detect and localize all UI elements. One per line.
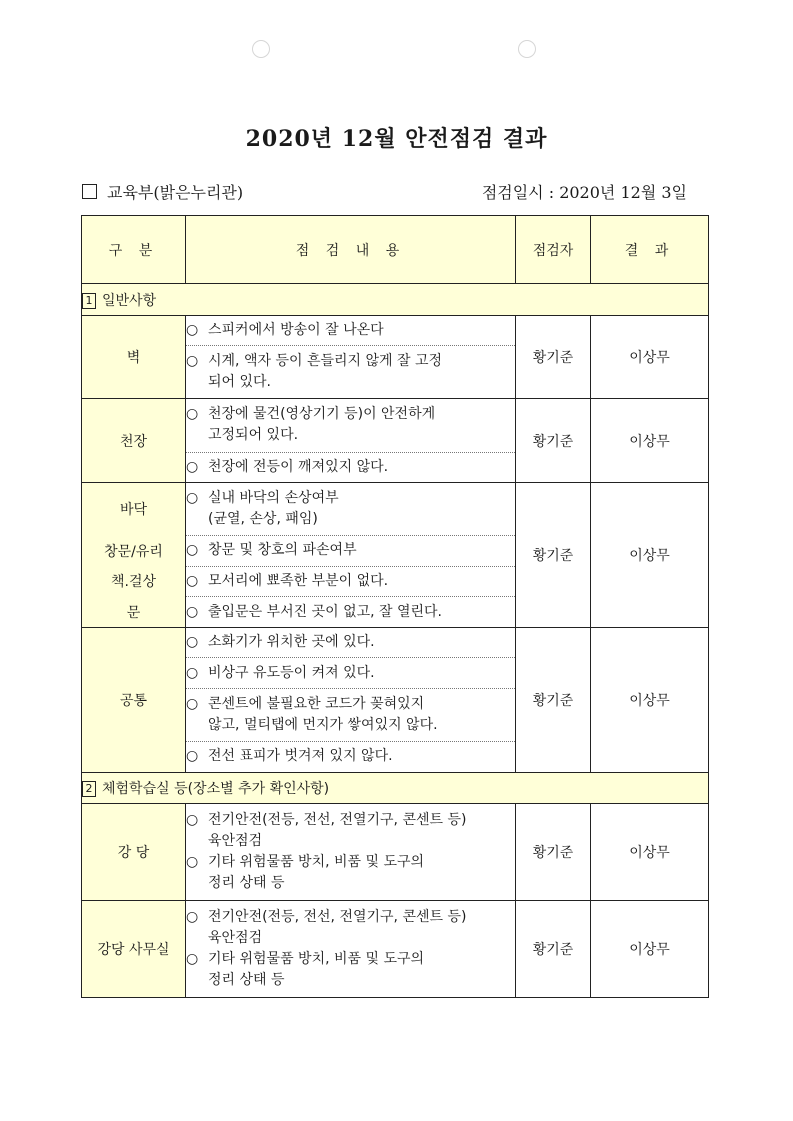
bullet-icon: ○ [186,854,199,871]
bullet-icon: ○ [186,664,199,681]
bullet-icon: ○ [186,572,199,589]
bullet-icon: ○ [186,322,199,339]
table-row [82,804,709,901]
bullet-icon: ○ [186,490,199,507]
table-row [82,399,709,452]
bullet-icon: ○ [186,634,199,651]
bullet-icon: ○ [186,695,199,712]
section-row-rooms [82,772,709,804]
check-item: ○ 천장에 전등이 깨져있지 않다. [186,452,516,483]
check-item: ○ 스피커에서 방송이 잘 나온다 [186,315,516,346]
result-cell: 이상무 [591,627,709,772]
section-number: 2 [82,781,96,797]
department-text: 교육부(밝은누리관) [107,183,244,202]
check-item: ○ 전기안전(전등, 전선, 전열기구, 콘센트 등) 육안점검 ○ 기타 위험물품 방치, 비품 및 도구의 정리 상태 등 [186,804,516,901]
bullet-icon: ○ [186,812,199,829]
inspector-cell: 황기준 [516,804,591,901]
check-item: ○ 출입문은 부서진 곳이 없고, 잘 열린다. [186,597,516,628]
bullet-icon: ○ [186,951,199,967]
header-result: 결 과 [591,216,709,284]
check-item: ○ 비상구 유도등이 켜져 있다. [186,658,516,689]
inspector-cell: 황기준 [516,901,591,998]
bullet-icon: ○ [186,909,199,925]
inspection-table [81,215,709,998]
punch-hole-left [252,40,270,58]
category-common: 공통 [82,627,186,772]
inspector-cell: 황기준 [516,483,591,628]
check-item: ○ 전기안전(전등, 전선, 전열기구, 콘센트 등) 육안점검 ○ 기타 위험물품 방치, 비품 및 도구의 정리 상태 등 [186,901,516,998]
table-row [82,627,709,658]
subheader [82,180,687,204]
table-row [82,315,709,346]
checkbox-icon [82,184,97,199]
category-floor: 바닥 [82,483,186,536]
department-label [82,180,243,203]
inspector-cell: 황기준 [516,627,591,772]
punch-hole-right [518,40,536,58]
category-auditorium: 강 당 [82,804,186,901]
table-row [82,901,709,998]
bullet-icon: ○ [186,748,199,765]
inspection-date: 점검일시 : 2020년 12월 3일 [481,183,687,202]
table-row [82,483,709,536]
inspector-cell: 황기준 [516,399,591,483]
section-general [82,284,709,316]
page-title: 2020년 12월 안전점검 결과 [245,126,548,152]
check-item: ○ 천장에 물건(영상기기 등)이 안전하게 고정되어 있다. [186,399,516,452]
bullet-icon: ○ [186,603,199,620]
category-window: 창문/유리 [82,536,186,567]
result-cell: 이상무 [591,399,709,483]
section-number: 1 [82,293,96,309]
category-wall: 벽 [82,315,186,399]
section-row-general [82,284,709,316]
category-furniture: 책.걸상 [82,566,186,597]
section-label: 체험학습실 등(장소별 추가 확인사항) [102,780,330,797]
bullet-icon: ○ [186,353,199,370]
result-cell: 이상무 [591,315,709,399]
check-item: ○ 콘센트에 불필요한 코드가 꽂혀있지 않고, 멀티탭에 먼지가 쌓여있지 않다. [186,688,516,741]
check-item: ○ 모서리에 뾰족한 부분이 없다. [186,566,516,597]
result-cell: 이상무 [591,901,709,998]
result-cell: 이상무 [591,804,709,901]
bullet-icon: ○ [186,542,199,559]
result-cell: 이상무 [591,483,709,628]
check-item: ○ 실내 바닥의 손상여부 (균열, 손상, 패임) [186,483,516,536]
header-category: 구 분 [82,216,186,284]
section-label: 일반사항 [102,292,157,309]
table-header-row [82,216,709,284]
check-item: ○ 전선 표피가 벗겨져 있지 않다. [186,742,516,773]
category-auditorium-office: 강당 사무실 [82,901,186,998]
bullet-icon: ○ [186,458,199,475]
bullet-icon: ○ [186,406,199,423]
section-rooms [82,772,709,804]
check-item: ○ 창문 및 창호의 파손여부 [186,536,516,567]
inspector-cell: 황기준 [516,315,591,399]
header-content: 점 검 내 용 [186,216,516,284]
category-door: 문 [82,597,186,628]
check-item: ○ 시계, 액자 등이 흔들리지 않게 잘 고정 되어 있다. [186,346,516,399]
header-inspector: 점검자 [516,216,591,284]
check-item: ○ 소화기가 위치한 곳에 있다. [186,627,516,658]
category-ceiling: 천장 [82,399,186,483]
